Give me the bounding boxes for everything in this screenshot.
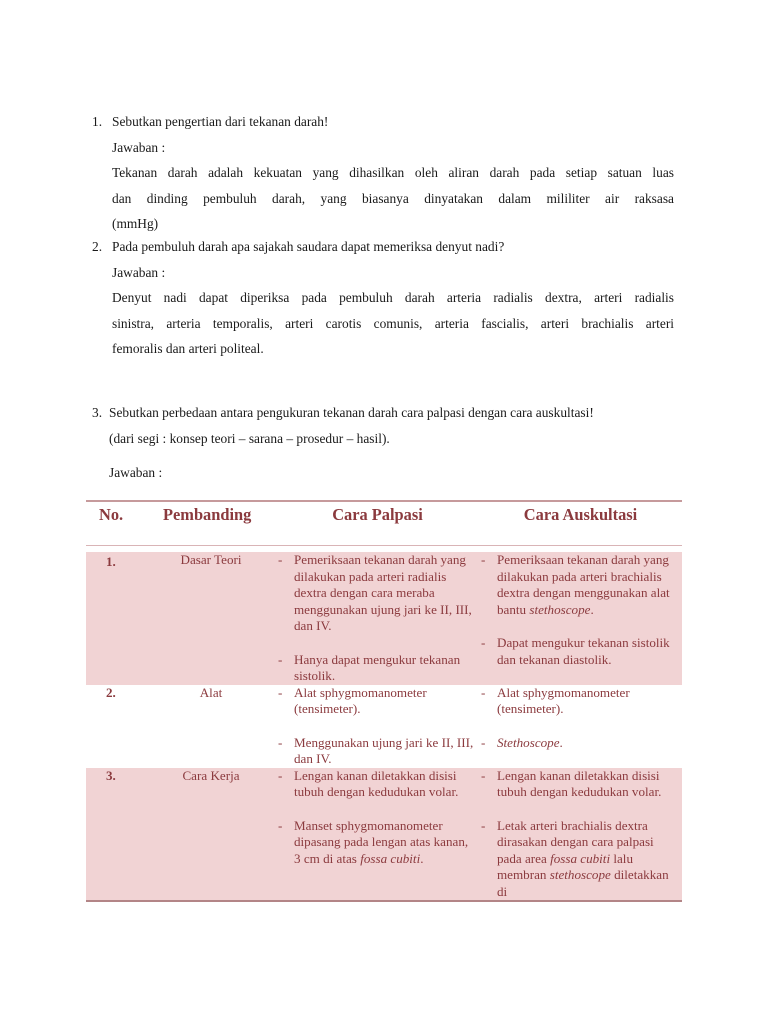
header-no: No. — [86, 501, 146, 546]
list-item: - Menggunakan ujung jari ke II, III, dan IV. — [278, 734, 474, 767]
header-pembanding: Pembanding — [146, 501, 276, 546]
answer-line: femoralis dan arteri politeal. — [112, 341, 264, 356]
answer-label: Jawaban : — [112, 139, 166, 155]
cell-auskultasi — [479, 768, 682, 902]
question-number: 3. — [92, 405, 103, 420]
list-item: - Pemeriksaan tekanan darah yang dilakukan pada arteri radialis dextra dengan cara meraba menggunakan ujung jari ke II, III, dan IV. — [278, 552, 472, 634]
answer-label: Jawaban : — [112, 264, 166, 280]
question-text: Sebutkan perbedaan antara pengukuran tekanan darah cara palpasi dengan cara auskultasi! — [109, 405, 594, 420]
comparison-table — [86, 500, 682, 902]
row-pembanding: Cara Kerja — [146, 768, 276, 902]
question-number: 2. — [92, 239, 103, 254]
cell-auskultasi — [479, 685, 682, 768]
header-cara-palpasi: Cara Palpasi — [276, 501, 479, 546]
question-1 — [92, 109, 674, 237]
list-item: - Lengan kanan diletakkan disisi tubuh dengan kedudukan volar. — [278, 767, 459, 800]
cell-auskultasi — [479, 552, 682, 685]
list-item: - Dapat mengukur tekanan sistolik dan tekanan diastolik. — [481, 634, 670, 667]
table-row — [86, 552, 682, 685]
question-text: Sebutkan pengertian dari tekanan darah! — [112, 114, 329, 129]
list-item: - Alat sphygmomanometer (tensimeter). — [278, 684, 427, 717]
question-text: Pada pembuluh darah apa sajakah saudara dapat memeriksa denyut nadi? — [112, 239, 505, 254]
answer-line: sinistra, arteria temporalis, arteri carotis comunis, arteria fascialis, arteri brachialis arteri — [112, 315, 674, 331]
question-2 — [92, 234, 674, 362]
list-item: - Hanya dapat mengukur tekanan sistolik. — [278, 651, 461, 684]
cell-palpasi — [276, 552, 479, 685]
cell-palpasi — [276, 768, 479, 902]
table-row — [86, 685, 682, 768]
cell-palpasi — [276, 685, 479, 768]
list-item: - Lengan kanan diletakkan disisi tubuh dengan kedudukan volar. — [481, 767, 662, 800]
question-number: 1. — [92, 114, 103, 129]
row-number: 3. — [86, 768, 146, 902]
row-pembanding: Dasar Teori — [146, 552, 276, 685]
table-header-row — [86, 501, 682, 546]
answer-line: dan dinding pembuluh darah, yang biasanya dinyatakan dalam mililiter air raksasa — [112, 190, 674, 206]
table-row — [86, 768, 682, 902]
answer-line: (mmHg) — [112, 216, 159, 231]
list-item: - Alat sphygmomanometer (tensimeter). — [481, 684, 630, 717]
answer-line: Tekanan darah adalah kekuatan yang dihasilkan oleh aliran darah pada setiap satuan luas — [112, 165, 674, 180]
header-cara-auskultasi: Cara Auskultasi — [479, 501, 682, 546]
answer-label: Jawaban : — [109, 465, 163, 480]
answer-line: Denyut nadi dapat diperiksa pada pembuluh darah arteria radialis dextra, arteri radialis — [112, 290, 674, 305]
list-item: - Letak arteri brachialis dextra dirasakan dengan cara palpasi pada area fossa cubiti lalu membran stethoscope diletakkan di — [481, 817, 669, 899]
row-number: 2. — [106, 684, 116, 700]
list-item: - Pemeriksaan tekanan darah yang dilakukan pada arteri brachialis dextra dengan menggunakan alat bantu stethoscope. — [481, 552, 670, 617]
question-subtext: (dari segi : konsep teori – sarana – prosedur – hasil). — [109, 430, 390, 446]
list-item: - Manset sphygmomanometer dipasang pada lengan atas kanan, 3 cm di atas fossa cubiti. — [278, 817, 469, 866]
list-item: - Stethoscope. — [481, 734, 563, 750]
row-pembanding: Alat — [199, 684, 223, 700]
question-3 — [92, 400, 674, 486]
row-number: 1. — [86, 552, 146, 685]
